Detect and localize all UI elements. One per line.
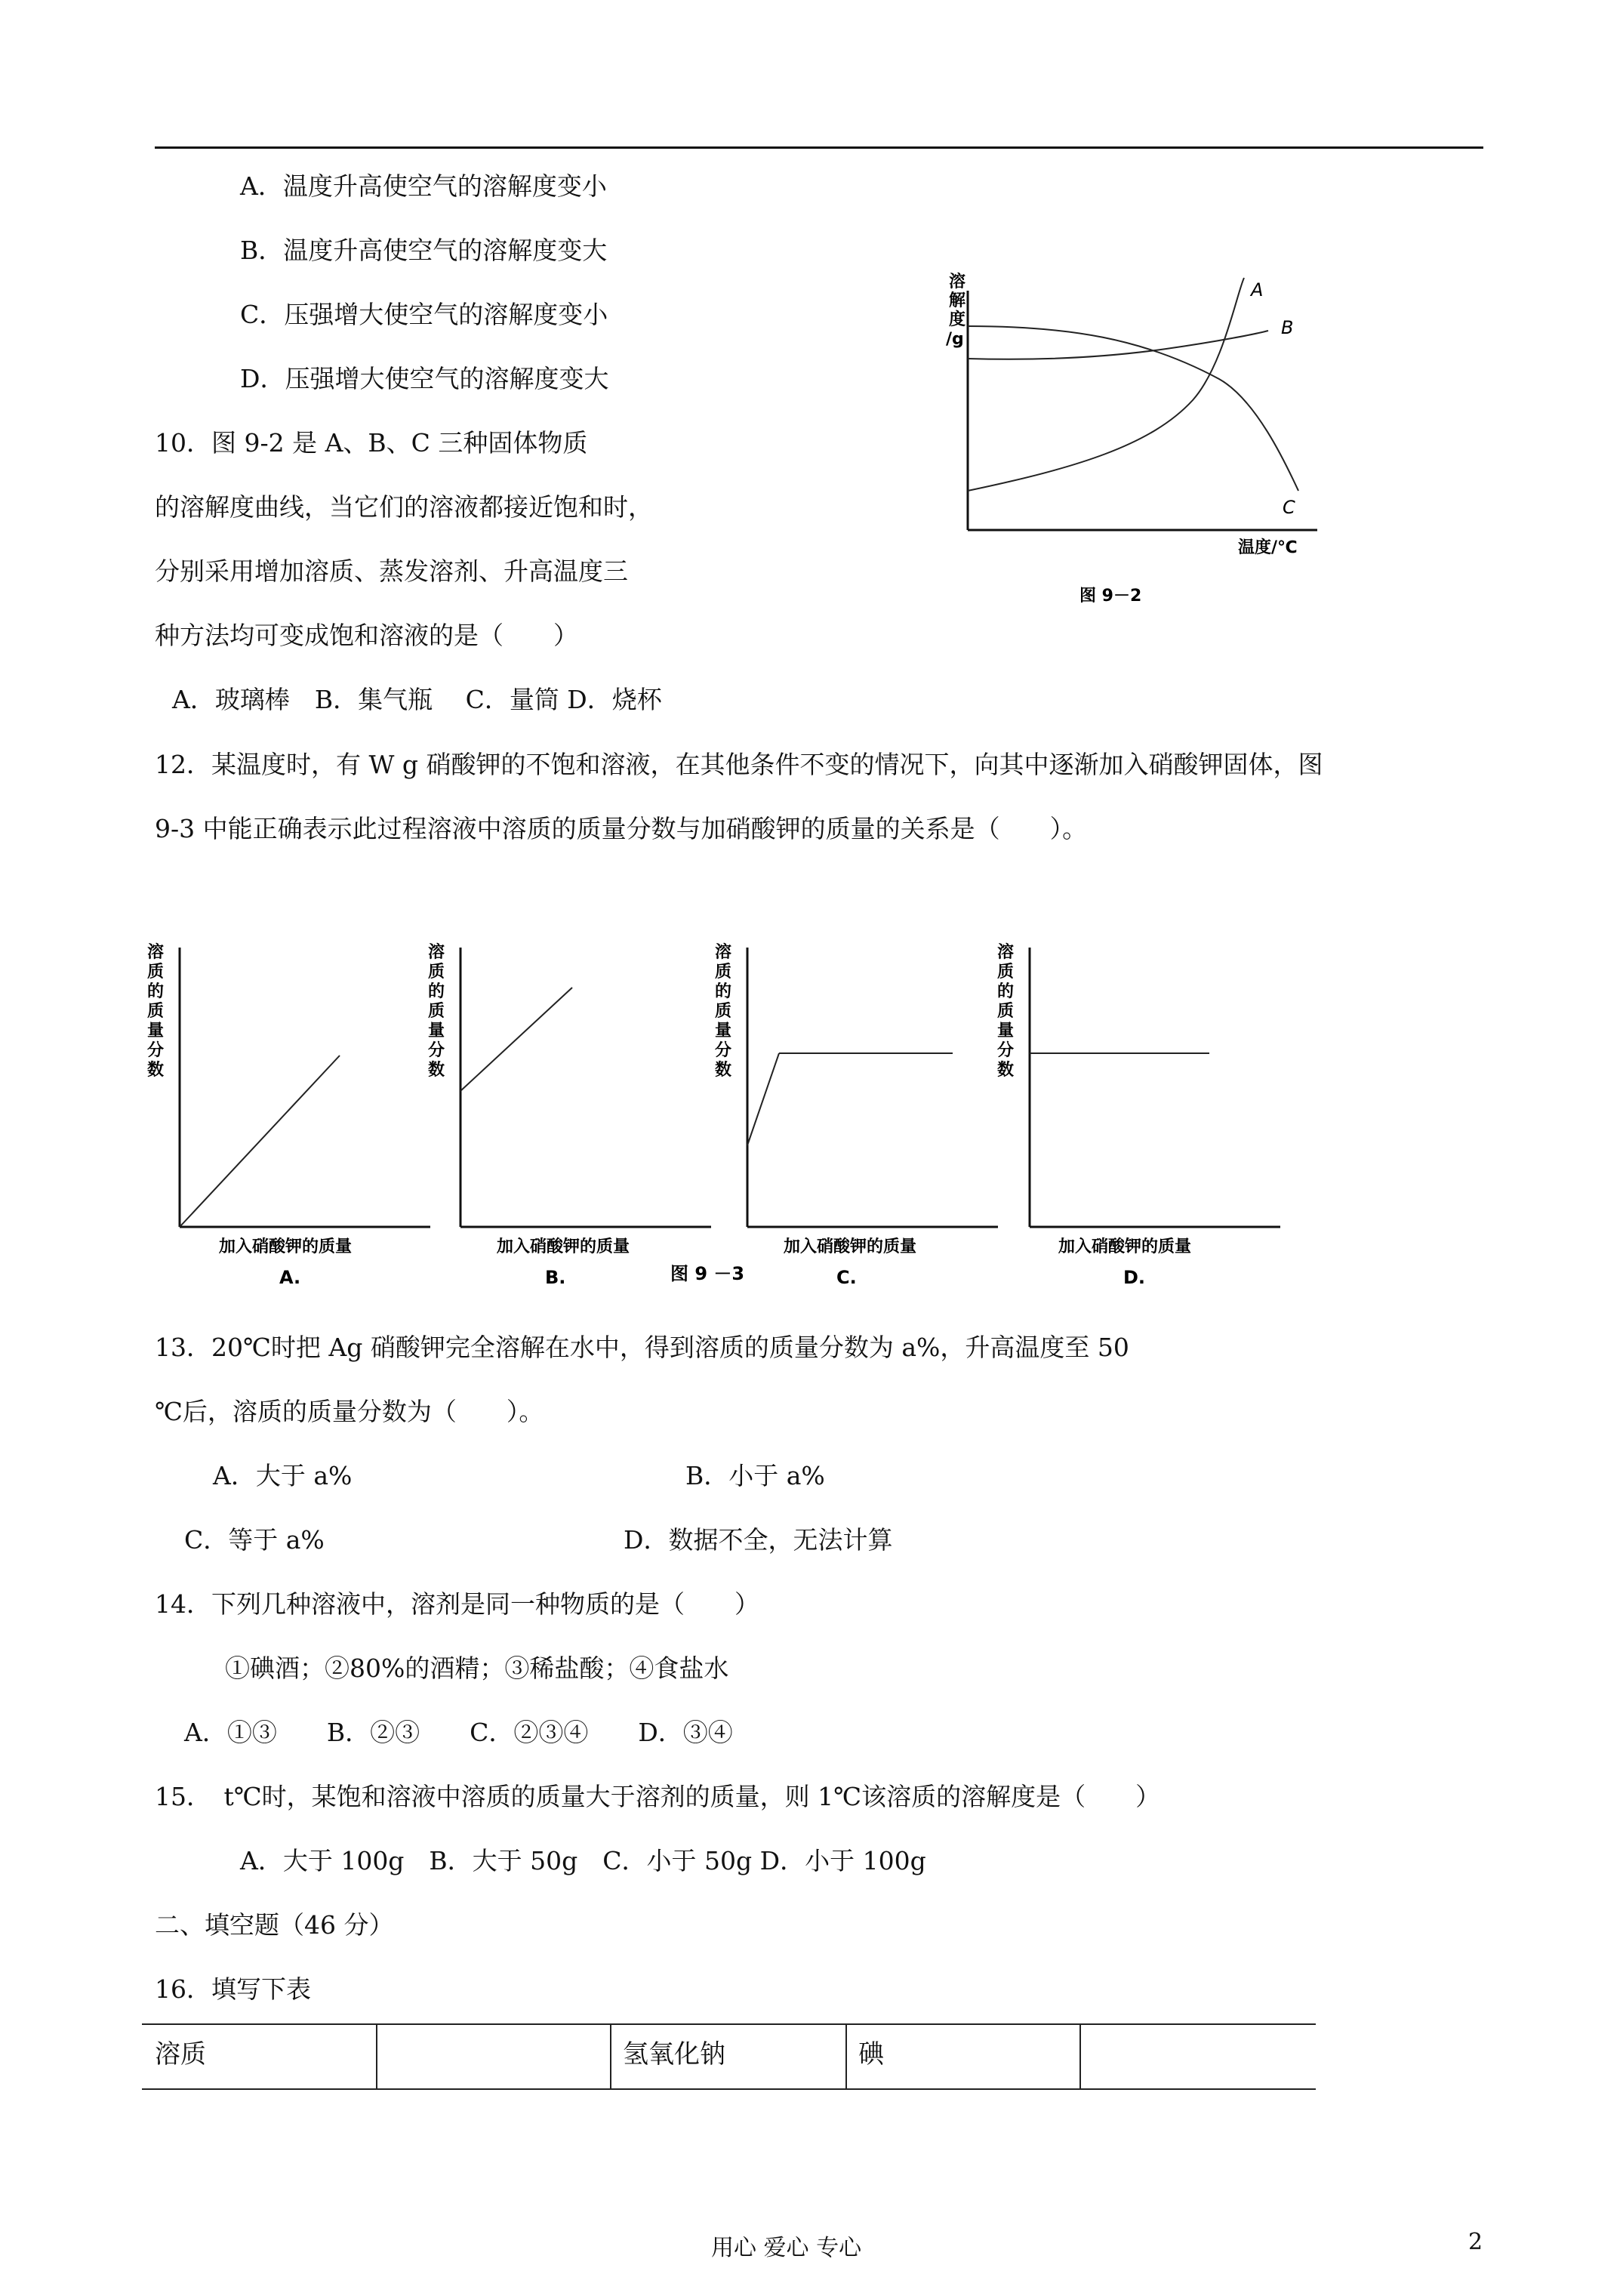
table-cell-solute-header: 溶质 (155, 2039, 206, 2069)
table-divider-2 (610, 2023, 611, 2088)
q13-option-c: C．等于 a% (184, 1525, 325, 1555)
fig93-d-label: D. (1123, 1267, 1146, 1288)
q9-option-d: D．压强增大使空气的溶解度变大 (240, 364, 609, 393)
fig92-label-b: B (1281, 317, 1294, 338)
fig93-caption: 图 9 －3 (670, 1263, 745, 1284)
fig93-b-label: B. (545, 1267, 566, 1288)
fig92-xlabel: 温度/℃ (1238, 538, 1298, 557)
figure-9-2 (917, 264, 1340, 622)
q10-options: A．玻璃棒 B．集气瓶 C．量筒 D．烧杯 (172, 685, 662, 714)
fig93-panel-a (147, 942, 430, 1288)
section-heading: 二、填空题（46 分） (155, 1910, 394, 1940)
fig92-caption: 图 9－2 (1079, 587, 1142, 606)
fig93-d-ylabel-3: 的 (997, 982, 1015, 1001)
fig92-ylabel-3: 度 (949, 310, 966, 329)
q14-line-1: 14．下列几种溶液中，溶剂是同一种物质的是（ ） (155, 1589, 759, 1619)
fig93-d-xlabel: 加入硝酸钾的质量 (1058, 1237, 1192, 1256)
fig92-label-a: A (1251, 279, 1264, 300)
fig93-a-xlabel: 加入硝酸钾的质量 (219, 1237, 353, 1256)
page-number: 2 (1468, 2229, 1483, 2255)
fig93-d-ylabel-5: 量 (997, 1022, 1015, 1040)
fig93-b-xlabel: 加入硝酸钾的质量 (497, 1237, 630, 1256)
q15-options: A．大于 100g B．大于 50g C．小于 50g D．小于 100g (240, 1846, 926, 1875)
q13-option-a: A．大于 a% (213, 1461, 353, 1490)
table-divider-3 (845, 2023, 847, 2088)
fig93-a-ylabel-3: 的 (147, 982, 165, 1001)
fig93-b-ylabel-7: 数 (428, 1061, 445, 1080)
fig93-b-ylabel-3: 的 (428, 982, 445, 1001)
q15-line-1: 15． t℃时，某饱和溶液中溶质的质量大于溶剂的质量，则 1℃该溶质的溶解度是（ ） (155, 1782, 1161, 1811)
fig93-a-ylabel-4: 质 (147, 1002, 165, 1021)
q9-option-a: A．温度升高使空气的溶解度变小 (240, 171, 607, 201)
footer-center: 用心 爱心 专心 (711, 2235, 862, 2261)
fig93-c-ylabel-4: 质 (715, 1002, 732, 1021)
figure-9-3 (143, 936, 1291, 1302)
fig93-c-line-rise (747, 1053, 779, 1145)
fig93-c-ylabel-1: 溶 (715, 943, 732, 962)
q14-line-2: ①碘酒；②80%的酒精；③稀盐酸；④食盐水 (225, 1653, 729, 1683)
fig93-b-ylabel-6: 分 (428, 1041, 445, 1060)
q9-option-c: C．压强增大使空气的溶解度变小 (240, 300, 608, 329)
fig93-d-ylabel-4: 质 (997, 1002, 1015, 1021)
fig93-a-ylabel-6: 分 (147, 1041, 165, 1060)
fig93-c-ylabel-7: 数 (715, 1061, 732, 1080)
table-divider-1 (376, 2023, 377, 2088)
fig92-curve-c (968, 326, 1298, 491)
q13-option-b: B．小于 a% (685, 1461, 825, 1490)
table-cell-iodine: 碘 (858, 2039, 884, 2069)
q10-line-1: 10．图 9-2 是 A、B、C 三种固体物质 (155, 428, 588, 458)
header-rule (155, 146, 1483, 149)
fig93-c-ylabel-2: 质 (715, 963, 732, 982)
fig93-d-ylabel-1: 溶 (997, 943, 1015, 962)
q10-line-3: 分别采用增加溶质、蒸发溶剂、升高温度三 (155, 556, 628, 586)
fig93-a-ylabel-7: 数 (147, 1061, 165, 1080)
fig92-label-c: C (1283, 497, 1295, 518)
fig93-d-ylabel-2: 质 (997, 963, 1015, 982)
table-top-border (142, 2023, 1316, 2025)
fig92-ylabel-2: 解 (949, 291, 966, 310)
fig92-curve-a (968, 278, 1244, 491)
fig92-ylabel-1: 溶 (949, 273, 966, 291)
table-cell-naoh: 氢氧化钠 (623, 2039, 725, 2069)
fig93-b-line (460, 988, 572, 1091)
table-divider-4 (1079, 2023, 1081, 2088)
fig93-c-ylabel-5: 量 (715, 1022, 732, 1040)
fig93-b-ylabel-4: 质 (428, 1002, 445, 1021)
fig93-c-xlabel: 加入硝酸钾的质量 (784, 1237, 917, 1256)
q13-option-d: D．数据不全，无法计算 (624, 1525, 893, 1555)
fig93-panel-c (715, 942, 998, 1288)
fig93-d-ylabel-7: 数 (997, 1061, 1015, 1080)
fig93-c-ylabel-6: 分 (715, 1041, 732, 1060)
q13-line-1: 13．20℃时把 Ag 硝酸钾完全溶解在水中，得到溶质的质量分数为 a%，升高温度至 50 (155, 1333, 1129, 1362)
q12-line-1: 12．某温度时，有 W g 硝酸钾的不饱和溶液，在其他条件不变的情况下，向其中逐渐加入硝酸钾固体，图 (155, 750, 1323, 779)
fig93-a-ylabel-2: 质 (147, 963, 165, 982)
q10-line-2: 的溶解度曲线，当它们的溶液都接近饱和时， (155, 492, 653, 522)
q10-line-4: 种方法均可变成饱和溶液的是（ ） (155, 621, 578, 650)
fig93-a-ylabel-1: 溶 (147, 943, 165, 962)
fig93-b-ylabel-5: 量 (428, 1022, 445, 1040)
fig93-a-label: A. (279, 1267, 301, 1288)
fig93-d-ylabel-6: 分 (997, 1041, 1015, 1060)
fig93-c-ylabel-3: 的 (715, 982, 732, 1001)
q14-options: A．①③ B．②③ C．②③④ D．③④ (184, 1718, 733, 1747)
q12-line-2: 9-3 中能正确表示此过程溶液中溶质的质量分数与加硝酸钾的质量的关系是（ ）。 (155, 814, 1088, 843)
fig93-panel-d (997, 942, 1280, 1288)
q13-line-2: ℃后，溶质的质量分数为（ ）。 (155, 1397, 544, 1426)
fig93-c-label: C. (836, 1267, 857, 1288)
q9-option-b: B．温度升高使空气的溶解度变大 (240, 236, 608, 265)
table-bottom-border (142, 2088, 1316, 2090)
fig92-ylabel-4: /g (946, 330, 964, 349)
fig93-a-ylabel-5: 量 (147, 1022, 165, 1040)
fig93-a-line (180, 1056, 340, 1227)
fig93-panel-b (428, 942, 711, 1288)
fig93-b-ylabel-2: 质 (428, 963, 445, 982)
fig93-b-ylabel-1: 溶 (428, 943, 445, 962)
q16-title: 16．填写下表 (155, 1974, 311, 2004)
